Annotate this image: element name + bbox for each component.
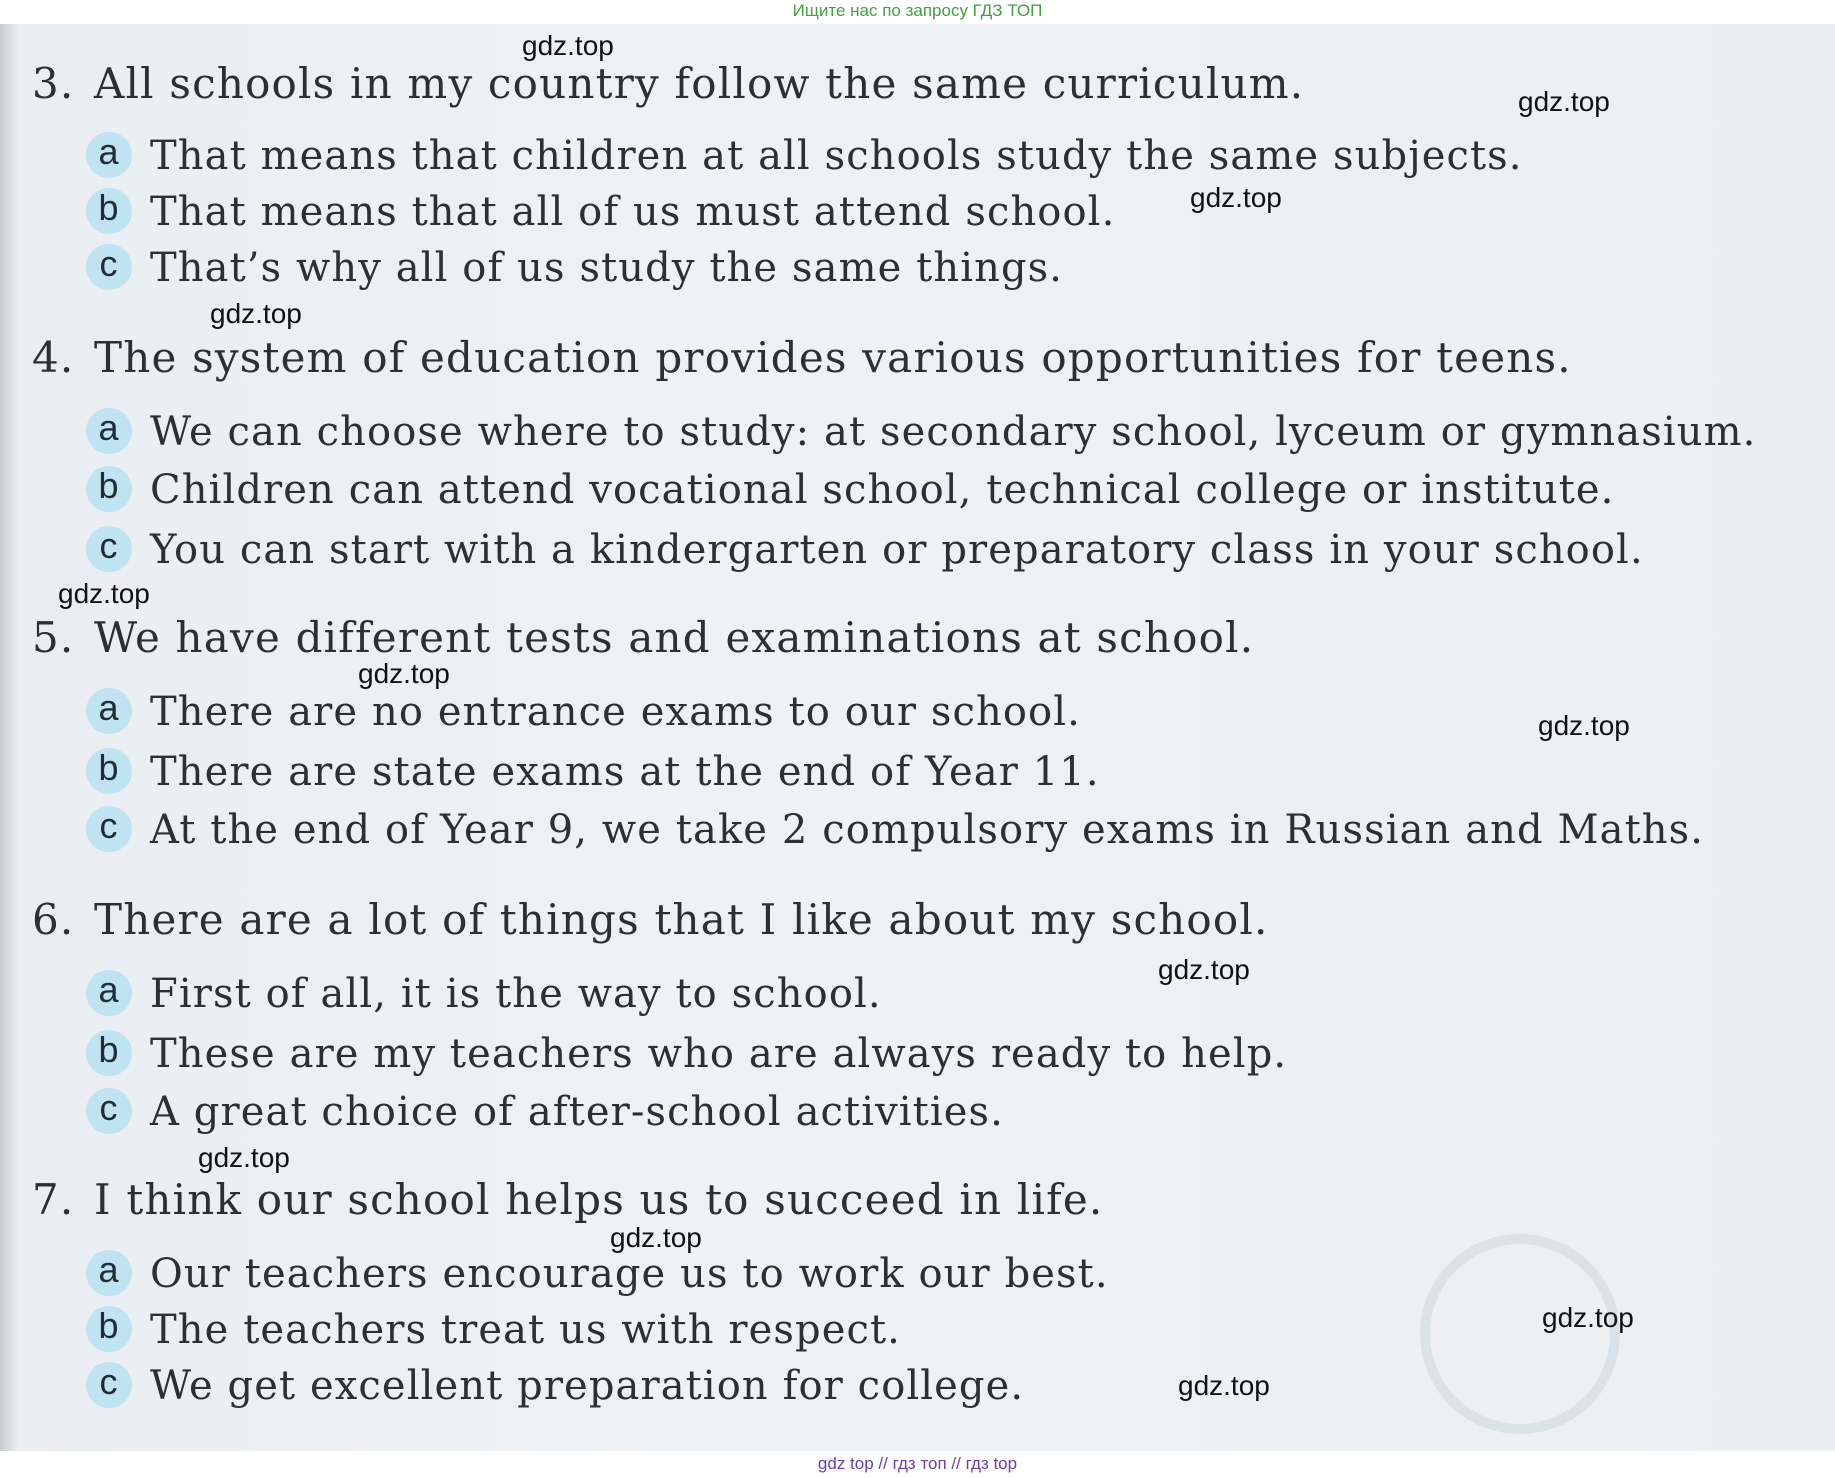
background-ghost-circle (1420, 1234, 1620, 1434)
option-letter-badge: a (86, 970, 132, 1016)
watermark: gdz.top (358, 658, 450, 689)
watermark: gdz.top (1190, 182, 1282, 213)
question-4 (32, 334, 1572, 382)
option-7c[interactable] (86, 1362, 1024, 1410)
option-letter-badge: a (86, 688, 132, 734)
question-6 (32, 896, 1269, 944)
option-text: At the end of Year 9, we take 2 compulsory exams in Russian and Maths. (150, 807, 1705, 853)
option-6a[interactable] (86, 970, 882, 1018)
watermark: gdz.top (198, 1142, 290, 1173)
option-5b[interactable] (86, 748, 1100, 796)
option-letter-badge: a (86, 132, 132, 178)
option-letter-badge: c (86, 1088, 132, 1134)
option-text: Our teachers encourage us to work our best. (150, 1251, 1109, 1297)
watermark: gdz.top (1178, 1370, 1270, 1401)
option-3a[interactable] (86, 132, 1523, 180)
option-text: We get excellent preparation for college. (150, 1363, 1025, 1409)
bottom-banner[interactable]: gdz top // гдз топ // гдз top (817, 1454, 1018, 1473)
question-number: 6. (32, 895, 75, 944)
watermark: gdz.top (522, 30, 614, 61)
watermark: gdz.top (610, 1222, 702, 1253)
option-text: A great choice of after-school activities. (150, 1089, 1004, 1135)
question-3 (32, 60, 1304, 108)
question-number: 4. (32, 333, 75, 382)
watermark: gdz.top (1518, 86, 1610, 117)
question-text: All schools in my country follow the same curriculum. (94, 59, 1305, 108)
option-text: There are no entrance exams to our school. (150, 689, 1081, 735)
option-6c[interactable] (86, 1088, 1004, 1136)
option-7b[interactable] (86, 1306, 901, 1354)
option-text: That means that children at all schools study the same subjects. (150, 133, 1523, 179)
option-text: There are state exams at the end of Year 11. (150, 749, 1100, 795)
option-text: These are my teachers who are always ready to help. (150, 1031, 1288, 1077)
option-letter-badge: a (86, 408, 132, 454)
question-number: 7. (32, 1175, 75, 1224)
option-3c[interactable] (86, 244, 1063, 292)
option-4a[interactable] (86, 408, 1756, 456)
option-4c[interactable] (86, 526, 1644, 574)
option-text: That means that all of us must attend school. (150, 189, 1116, 235)
question-number: 3. (32, 59, 75, 108)
watermark: gdz.top (1542, 1302, 1634, 1333)
question-7 (32, 1176, 1103, 1224)
question-text: There are a lot of things that I like about my school. (94, 895, 1269, 944)
option-3b[interactable] (86, 188, 1115, 236)
question-text: I think our school helps us to succeed in life. (94, 1175, 1104, 1224)
option-letter-badge: b (86, 466, 132, 512)
option-letter-badge: b (86, 1306, 132, 1352)
watermark: gdz.top (58, 578, 150, 609)
option-text: We can choose where to study: at secondary school, lyceum or gymnasium. (150, 409, 1757, 455)
option-letter-badge: c (86, 244, 132, 290)
option-7a[interactable] (86, 1250, 1109, 1298)
question-5 (32, 614, 1254, 662)
option-letter-badge: b (86, 748, 132, 794)
option-letter-badge: c (86, 526, 132, 572)
watermark: gdz.top (1538, 710, 1630, 741)
question-text: The system of education provides various opportunities for teens. (94, 333, 1572, 382)
option-6b[interactable] (86, 1030, 1287, 1078)
option-5a[interactable] (86, 688, 1081, 736)
watermark: gdz.top (210, 298, 302, 329)
option-letter-badge: c (86, 1362, 132, 1408)
option-letter-badge: c (86, 806, 132, 852)
question-number: 5. (32, 613, 75, 662)
option-letter-badge: a (86, 1250, 132, 1296)
option-text: The teachers treat us with respect. (150, 1307, 901, 1353)
watermark: gdz.top (1158, 954, 1250, 985)
option-text: Children can attend vocational school, technical college or institute. (150, 467, 1615, 513)
option-text: First of all, it is the way to school. (150, 971, 882, 1017)
question-text: We have different tests and examinations at school. (94, 613, 1255, 662)
option-letter-badge: b (86, 1030, 132, 1076)
option-text: That’s why all of us study the same things. (150, 245, 1064, 291)
top-banner[interactable]: Ищите нас по запросу ГДЗ ТОП (792, 1, 1043, 20)
option-text: You can start with a kindergarten or preparatory class in your school. (150, 527, 1644, 573)
option-4b[interactable] (86, 466, 1615, 514)
option-5c[interactable] (86, 806, 1704, 854)
option-letter-badge: b (86, 188, 132, 234)
